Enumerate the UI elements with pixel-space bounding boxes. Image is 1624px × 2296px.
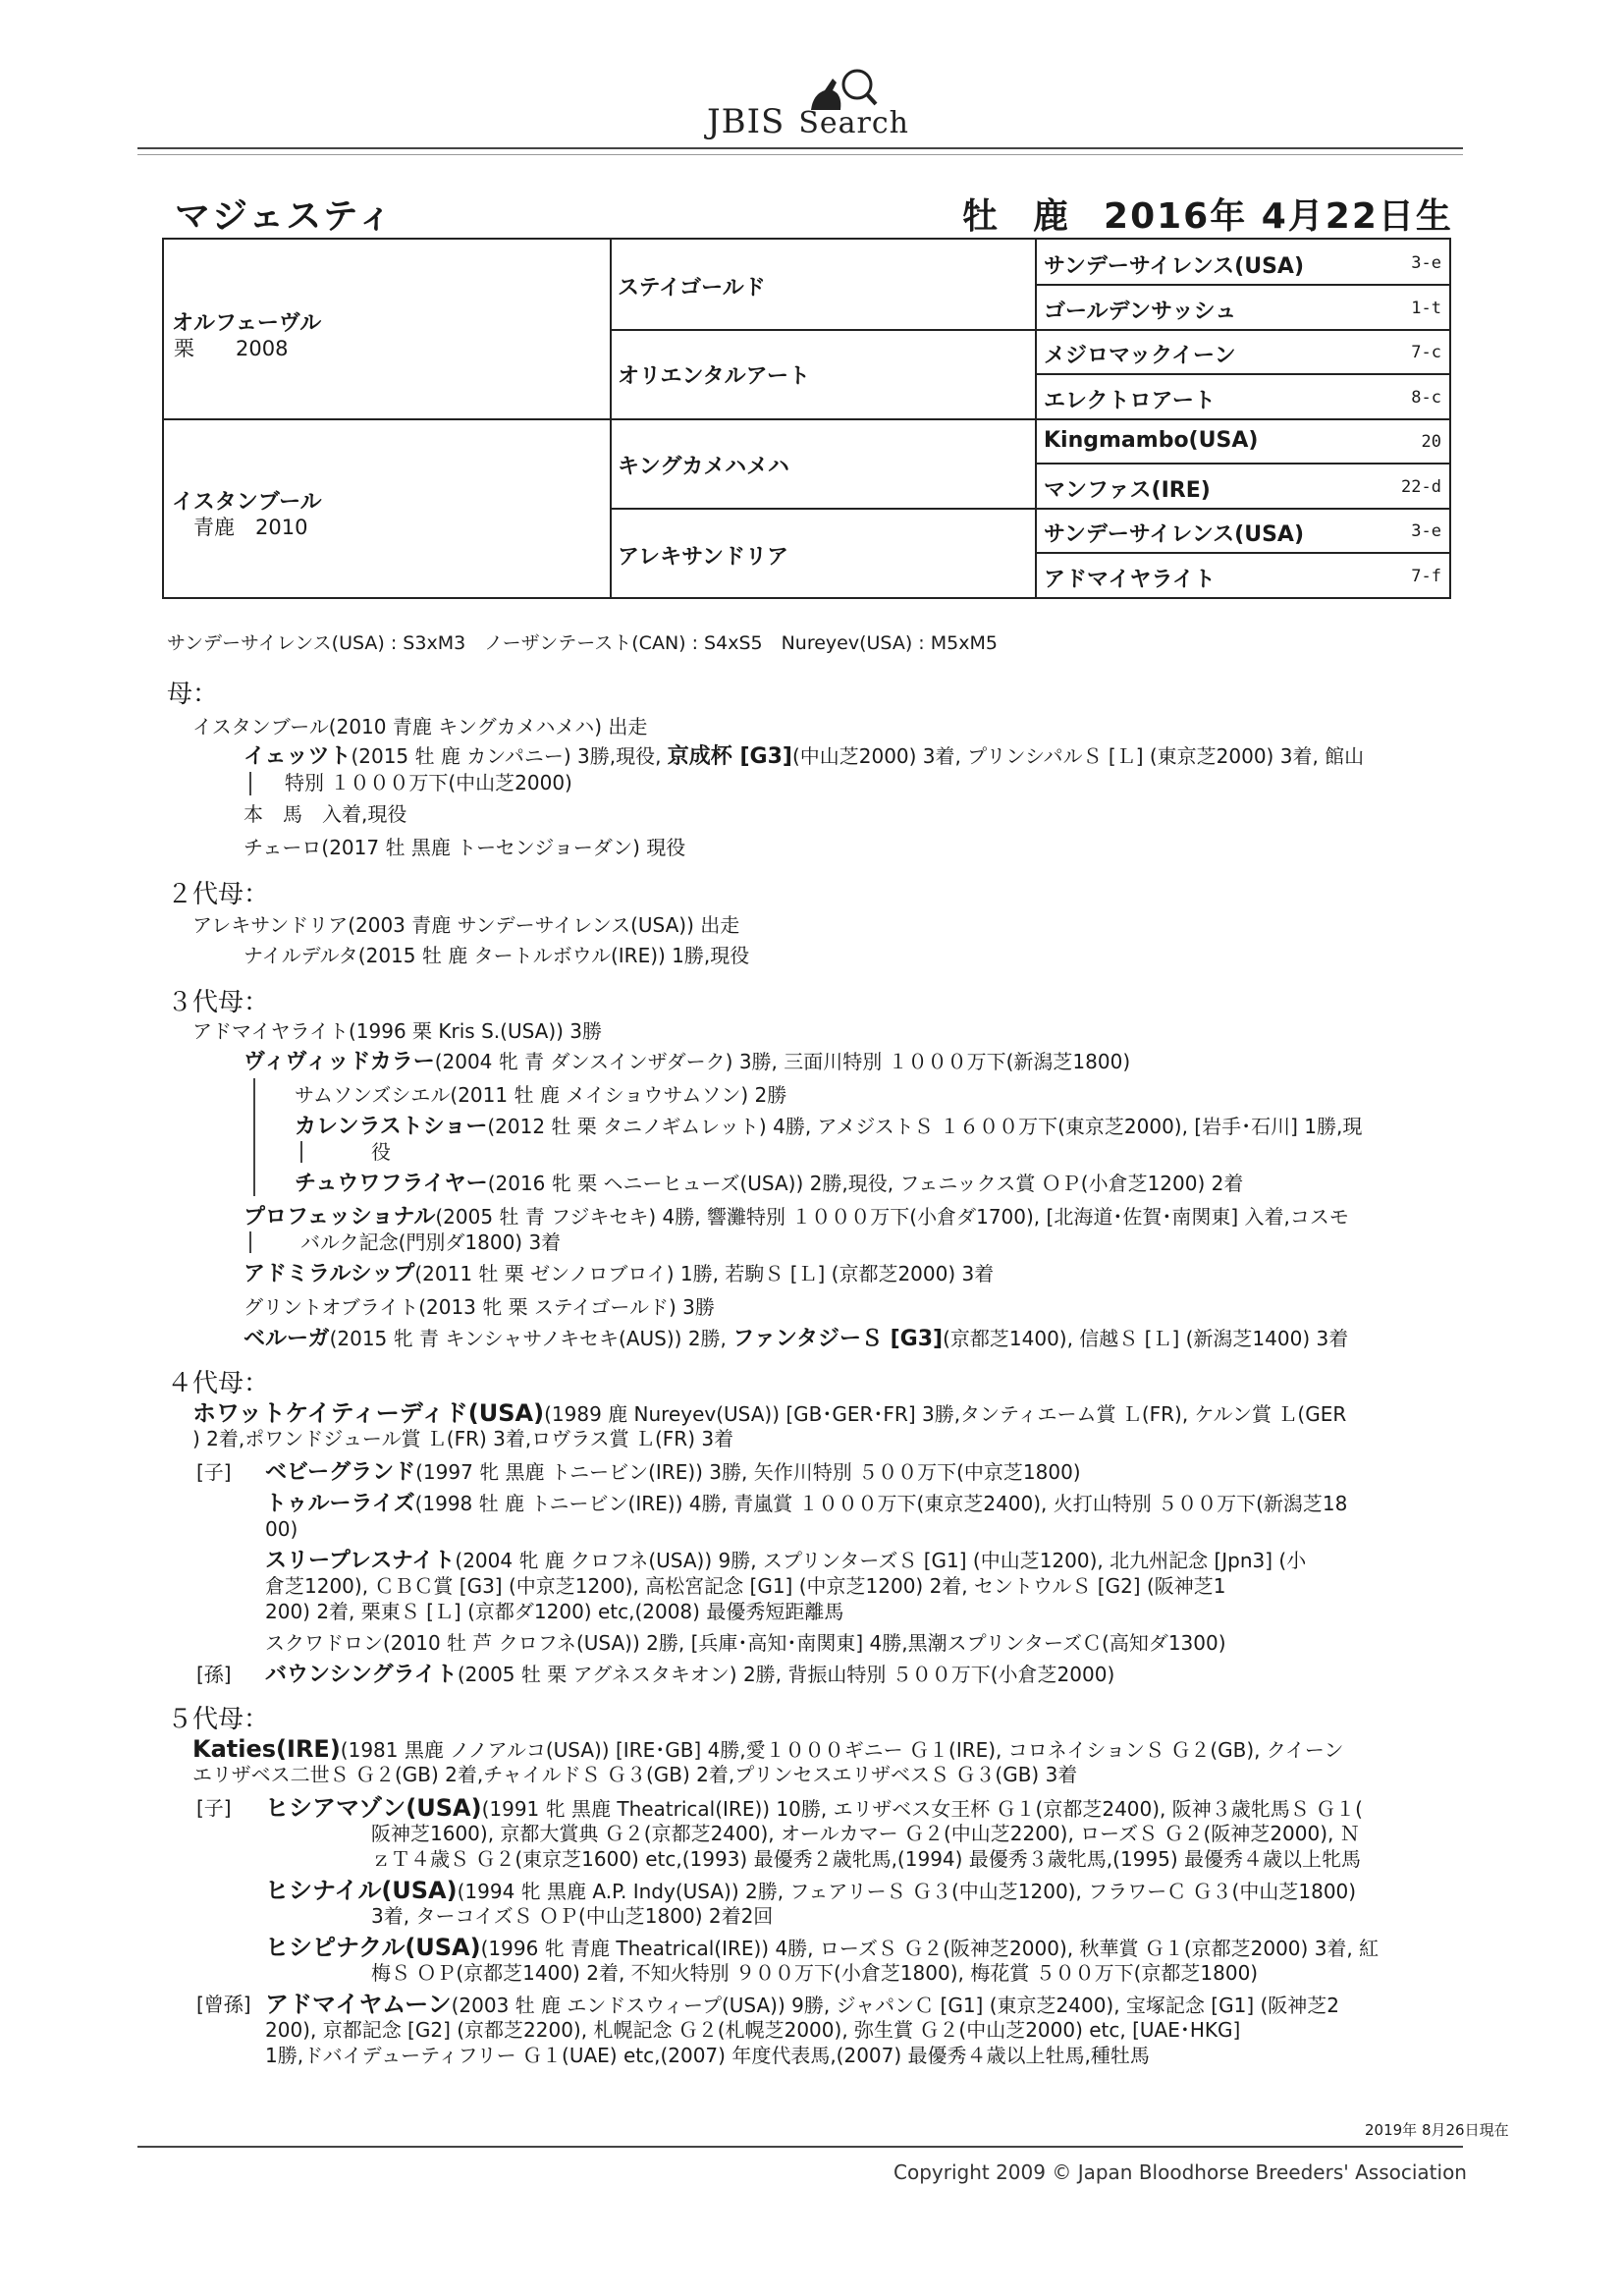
dam-line-5: チェーロ(2017 牡 黒鹿 トーセンジョーダン) 現役 <box>244 836 686 859</box>
gen3-0-num: 3-e <box>1411 253 1441 273</box>
gen2-3: アレキサンドリア <box>618 545 789 570</box>
5th-line-8: ヒシピナクル(USA)(1996 牝 青鹿 Theatrical(IRE)) 4勝, ローズＳ Ｇ２(阪神芝2000), 秋華賞 Ｇ１(京都芝2000) 3着, 紅 <box>265 1934 1380 1961</box>
gen3-5: マンファス(IRE) <box>1044 478 1211 503</box>
3rd-line-2: ヴィヴィッドカラー(2004 牝 青 ダンスインザダーク) 3勝, 三面川特別 １０００万下(新潟芝1800) <box>244 1050 1131 1074</box>
4th-line-4: トゥルーライズ(1998 牡 鹿 トニービン(IRE)) 4勝, 青嵐賞 １０００万下(東京芝2400), 火打山特別 ５００万下(新潟芝18 <box>265 1492 1348 1516</box>
gen3-2-num: 7-c <box>1411 343 1441 362</box>
section-5th-dam: ５代母： <box>167 1705 270 1734</box>
gen2-2: キングカメハメハ <box>618 455 789 479</box>
4th-kind-child: [子] <box>196 1460 232 1484</box>
gen2-0: ステイゴールド <box>618 276 766 301</box>
dam-sub: 青鹿 2010 <box>193 516 308 539</box>
4th-line-9: スクワドロン(2010 牡 芦 クロフネ(USA)) 2勝, [兵庫･高知･南関東] 4勝,黒潮スプリンターズＣ(高知ダ1300) <box>265 1631 1226 1655</box>
gen3-1: ゴールデンサッシュ <box>1044 300 1237 324</box>
gen2-1: オリエンタルアート <box>618 364 811 389</box>
3rd-line-4: カレンラストショー(2012 牡 栗 タニノギムレット) 4勝, アメジストＳ １６００万下(東京芝2000), [岩手･石川] 1勝,現 <box>295 1115 1363 1139</box>
gen3-3-num: 8-c <box>1411 388 1441 408</box>
3rd-line-8: バルク記念(門別ダ1800) 3着 <box>300 1230 562 1254</box>
5th-line-3: ヒシアマゾン(USA)(1991 牝 黒鹿 Theatrical(IRE)) 10勝, エリザベス女王杯 Ｇ１(京都芝2400), 阪神３歳牝馬Ｓ Ｇ１( <box>265 1794 1363 1822</box>
section-dam: 母： <box>167 680 219 709</box>
horse-birth: 2016年 4月22日生 <box>1104 196 1453 237</box>
3rd-line-3: サムソンズシエル(2011 牡 鹿 メイショウサムソン) 2勝 <box>295 1083 787 1107</box>
gen3-2: メジロマックイーン <box>1044 344 1236 368</box>
5th-line-10: アドマイヤムーン(2003 牡 鹿 エンドスウィープ(USA)) 9勝, ジャパンＣ [G1] (東京芝2400), 宝塚記念 [G1] (阪神芝2 <box>265 1991 1340 2018</box>
5th-line-6: ヒシナイル(USA)(1994 牝 黒鹿 A.P. Indy(USA)) 2勝, フェアリーＳ Ｇ３(中山芝1200), フラワーＣ Ｇ３(中山芝1800) <box>265 1877 1357 1904</box>
gen3-6-num: 3-e <box>1411 521 1441 541</box>
4th-line-1: ホワットケイティーディド(USA)(1989 鹿 Nureyev(USA)) [GB･GER･FR] 3勝,タンティエーム賞 Ｌ(FR), ケルン賞 Ｌ(GER <box>192 1399 1347 1427</box>
horse-sex: 牡 <box>962 196 1001 237</box>
gen3-4-num: 20 <box>1421 432 1441 452</box>
3rd-line-11: ベルーガ(2015 牝 青 キンシャサノキセキ(AUS)) 2勝, ファンタジーＳ [G3](京都芝1400), 信越Ｓ [Ｌ] (新潟芝1400) 3着 <box>244 1327 1349 1351</box>
offspring-tree-line <box>300 1141 302 1163</box>
pedigree-table <box>162 238 1451 599</box>
4th-line-7: 倉芝1200), ＣＢＣ賞 [G3] (中京芝1200), 高松宮記念 [G1] (中京芝1200) 2着, セントウルＳ [G2] (阪神芝1 <box>265 1574 1226 1598</box>
granddam-line-1: アレキサンドリア(2003 青鹿 サンデーサイレンス(USA)) 出走 <box>192 913 740 937</box>
4th-line-6: スリープレスナイト(2004 牝 鹿 クロフネ(USA)) 9勝, スプリンターズＳ [G1] (中山芝1200), 北九州記念 [Jpn3] (小 <box>265 1549 1307 1573</box>
section-3rd-dam: ３代母： <box>167 988 270 1017</box>
gen3-3: エレクトロアート <box>1044 389 1216 413</box>
header-rule-thin <box>137 154 1463 155</box>
gen3-0: サンデーサイレンス(USA) <box>1044 254 1304 279</box>
offspring-tree-line <box>249 1231 251 1253</box>
jbis-search-logo <box>687 59 943 147</box>
granddam-line-2: ナイルデルタ(2015 牡 鹿 タートルボウル(IRE)) 1勝,現役 <box>244 944 750 967</box>
section-4th-dam: ４代母： <box>167 1369 270 1398</box>
5th-line-4: 阪神芝1600), 京都大賞典 Ｇ２(京都芝2400), オールカマー Ｇ２(中山芝2200), ローズＳ Ｇ２(阪神芝2000), Ｎ <box>371 1822 1360 1845</box>
gen3-7: アドマイヤライト <box>1044 568 1216 592</box>
5th-kind-great-grandchild: [曾孫] <box>196 1993 251 2016</box>
3rd-line-10: グリントオブライト(2013 牝 栗 ステイゴールド) 3勝 <box>244 1295 715 1319</box>
5th-line-1: Katies(IRE)(1981 黒鹿 ノノアルコ(USA)) [IRE･GB] 4勝,愛１０００ギニー Ｇ１(IRE), コロネイションＳ Ｇ２(GB), クイーン <box>192 1735 1344 1763</box>
4th-line-5: 00) <box>265 1517 298 1541</box>
horse-info <box>962 189 1453 239</box>
5th-line-2: エリザベス二世Ｓ Ｇ２(GB) 2着,チャイルドＳ Ｇ３(GB) 2着,プリンセスエリザベスＳ Ｇ３(GB) 3着 <box>192 1763 1078 1786</box>
section-granddam: ２代母： <box>167 880 270 909</box>
dam-line-1: イスタンブール(2010 青鹿 キングカメハメハ) 出走 <box>192 715 648 738</box>
3rd-line-1: アドマイヤライト(1996 栗 Kris S.(USA)) 3勝 <box>192 1019 603 1043</box>
horse-name: マジェスティ <box>175 196 395 237</box>
dam-line-3: 特別 １０００万下(中山芝2000) <box>285 771 572 794</box>
offspring-tree-line <box>253 1078 255 1196</box>
4th-line-3: ベビーグランド(1997 牝 黒鹿 トニービン(IRE)) 3勝, 矢作川特別 ５００万下(中京芝1800) <box>265 1460 1081 1485</box>
sire-sub: 栗 2008 <box>174 337 289 360</box>
3rd-line-5: 役 <box>371 1140 391 1164</box>
4th-kind-grandchild: [孫] <box>196 1663 232 1686</box>
horse-color: 鹿 <box>1033 196 1071 237</box>
3rd-line-6: チュウワフライヤー(2016 牝 栗 ヘニーヒューズ(USA)) 2勝,現役, フェニックス賞 ＯＰ(小倉芝1200) 2着 <box>295 1172 1244 1196</box>
logo-jbis: JBIS <box>707 102 785 141</box>
5th-line-12: 1勝,ドバイデューティフリー Ｇ１(UAE) etc,(2007) 年度代表馬,(2007) 最優秀４歳以上牡馬,種牡馬 <box>265 2044 1150 2067</box>
footer-rule <box>137 2146 1463 2148</box>
as-of-date: 2019年 8月26日現在 <box>1365 2121 1509 2139</box>
5th-line-7: 3着, ターコイズＳ ＯＰ(中山芝1800) 2着2回 <box>371 1904 774 1928</box>
logo-search: Search <box>798 106 909 140</box>
3rd-line-7: プロフェッショナル(2005 牡 青 フジキセキ) 4勝, 響灘特別 １０００万下(小倉ダ1700), [北海道･佐賀･南関東] 入着,コスモ <box>244 1205 1349 1230</box>
dam-line-2: イェッツト(2015 牡 鹿 カンパニー) 3勝,現役, 京成杯 [G3](中山芝2000) 3着, プリンシパルＳ [Ｌ] (東京芝2000) 3着, 館山 <box>244 744 1365 769</box>
copyright: Copyright 2009 © Japan Bloodhorse Breeders' Association <box>893 2160 1467 2184</box>
gen3-6: サンデーサイレンス(USA) <box>1044 522 1304 547</box>
gen3-1-num: 1-t <box>1411 299 1441 318</box>
dam-line-4: 本 馬 入着,現役 <box>244 802 407 826</box>
sire-name: オルフェーヴル <box>172 311 322 336</box>
inbreeding-line: サンデーサイレンス(USA) : S3xM3 ノーザンテースト(CAN) : S4xS5 Nureyev(USA) : M5xM5 <box>167 632 998 654</box>
header-rule <box>137 147 1463 149</box>
gen3-7-num: 7-f <box>1411 567 1441 586</box>
5th-line-9: 梅Ｓ ＯＰ(京都芝1400) 2着, 不知火特別 ９００万下(小倉芝1800), 梅花賞 ５００万下(京都芝1800) <box>371 1961 1259 1985</box>
4th-line-10: バウンシングライト(2005 牡 栗 アグネスタキオン) 2勝, 背振山特別 ５００万下(小倉芝2000) <box>265 1663 1115 1687</box>
5th-line-11: 200), 京都記念 [G2] (京都芝2200), 札幌記念 Ｇ２(札幌芝2000), 弥生賞 Ｇ２(中山芝2000) etc, [UAE･HKG] <box>265 2018 1241 2042</box>
offspring-tree-line <box>249 772 251 795</box>
5th-line-5: ｚＴ４歳Ｓ Ｇ２(東京芝1600) etc,(1993) 最優秀２歳牝馬,(1994) 最優秀３歳牝馬,(1995) 最優秀４歳以上牝馬 <box>371 1847 1362 1871</box>
4th-line-8: 200) 2着, 栗東Ｓ [Ｌ] (京都ダ1200) etc,(2008) 最優秀短距離馬 <box>265 1600 844 1623</box>
4th-line-2: ) 2着,ポワンドジュール賞 Ｌ(FR) 3着,ロヴラス賞 Ｌ(FR) 3着 <box>192 1427 734 1450</box>
5th-kind-child: [子] <box>196 1796 232 1820</box>
gen3-4: Kingmambo(USA) <box>1044 428 1259 453</box>
gen3-5-num: 22-d <box>1401 477 1441 497</box>
3rd-line-9: アドミラルシップ(2011 牡 栗 ゼンノロブロイ) 1勝, 若駒Ｓ [Ｌ] (京都芝2000) 3着 <box>244 1262 995 1286</box>
dam-name: イスタンブール <box>172 490 322 515</box>
